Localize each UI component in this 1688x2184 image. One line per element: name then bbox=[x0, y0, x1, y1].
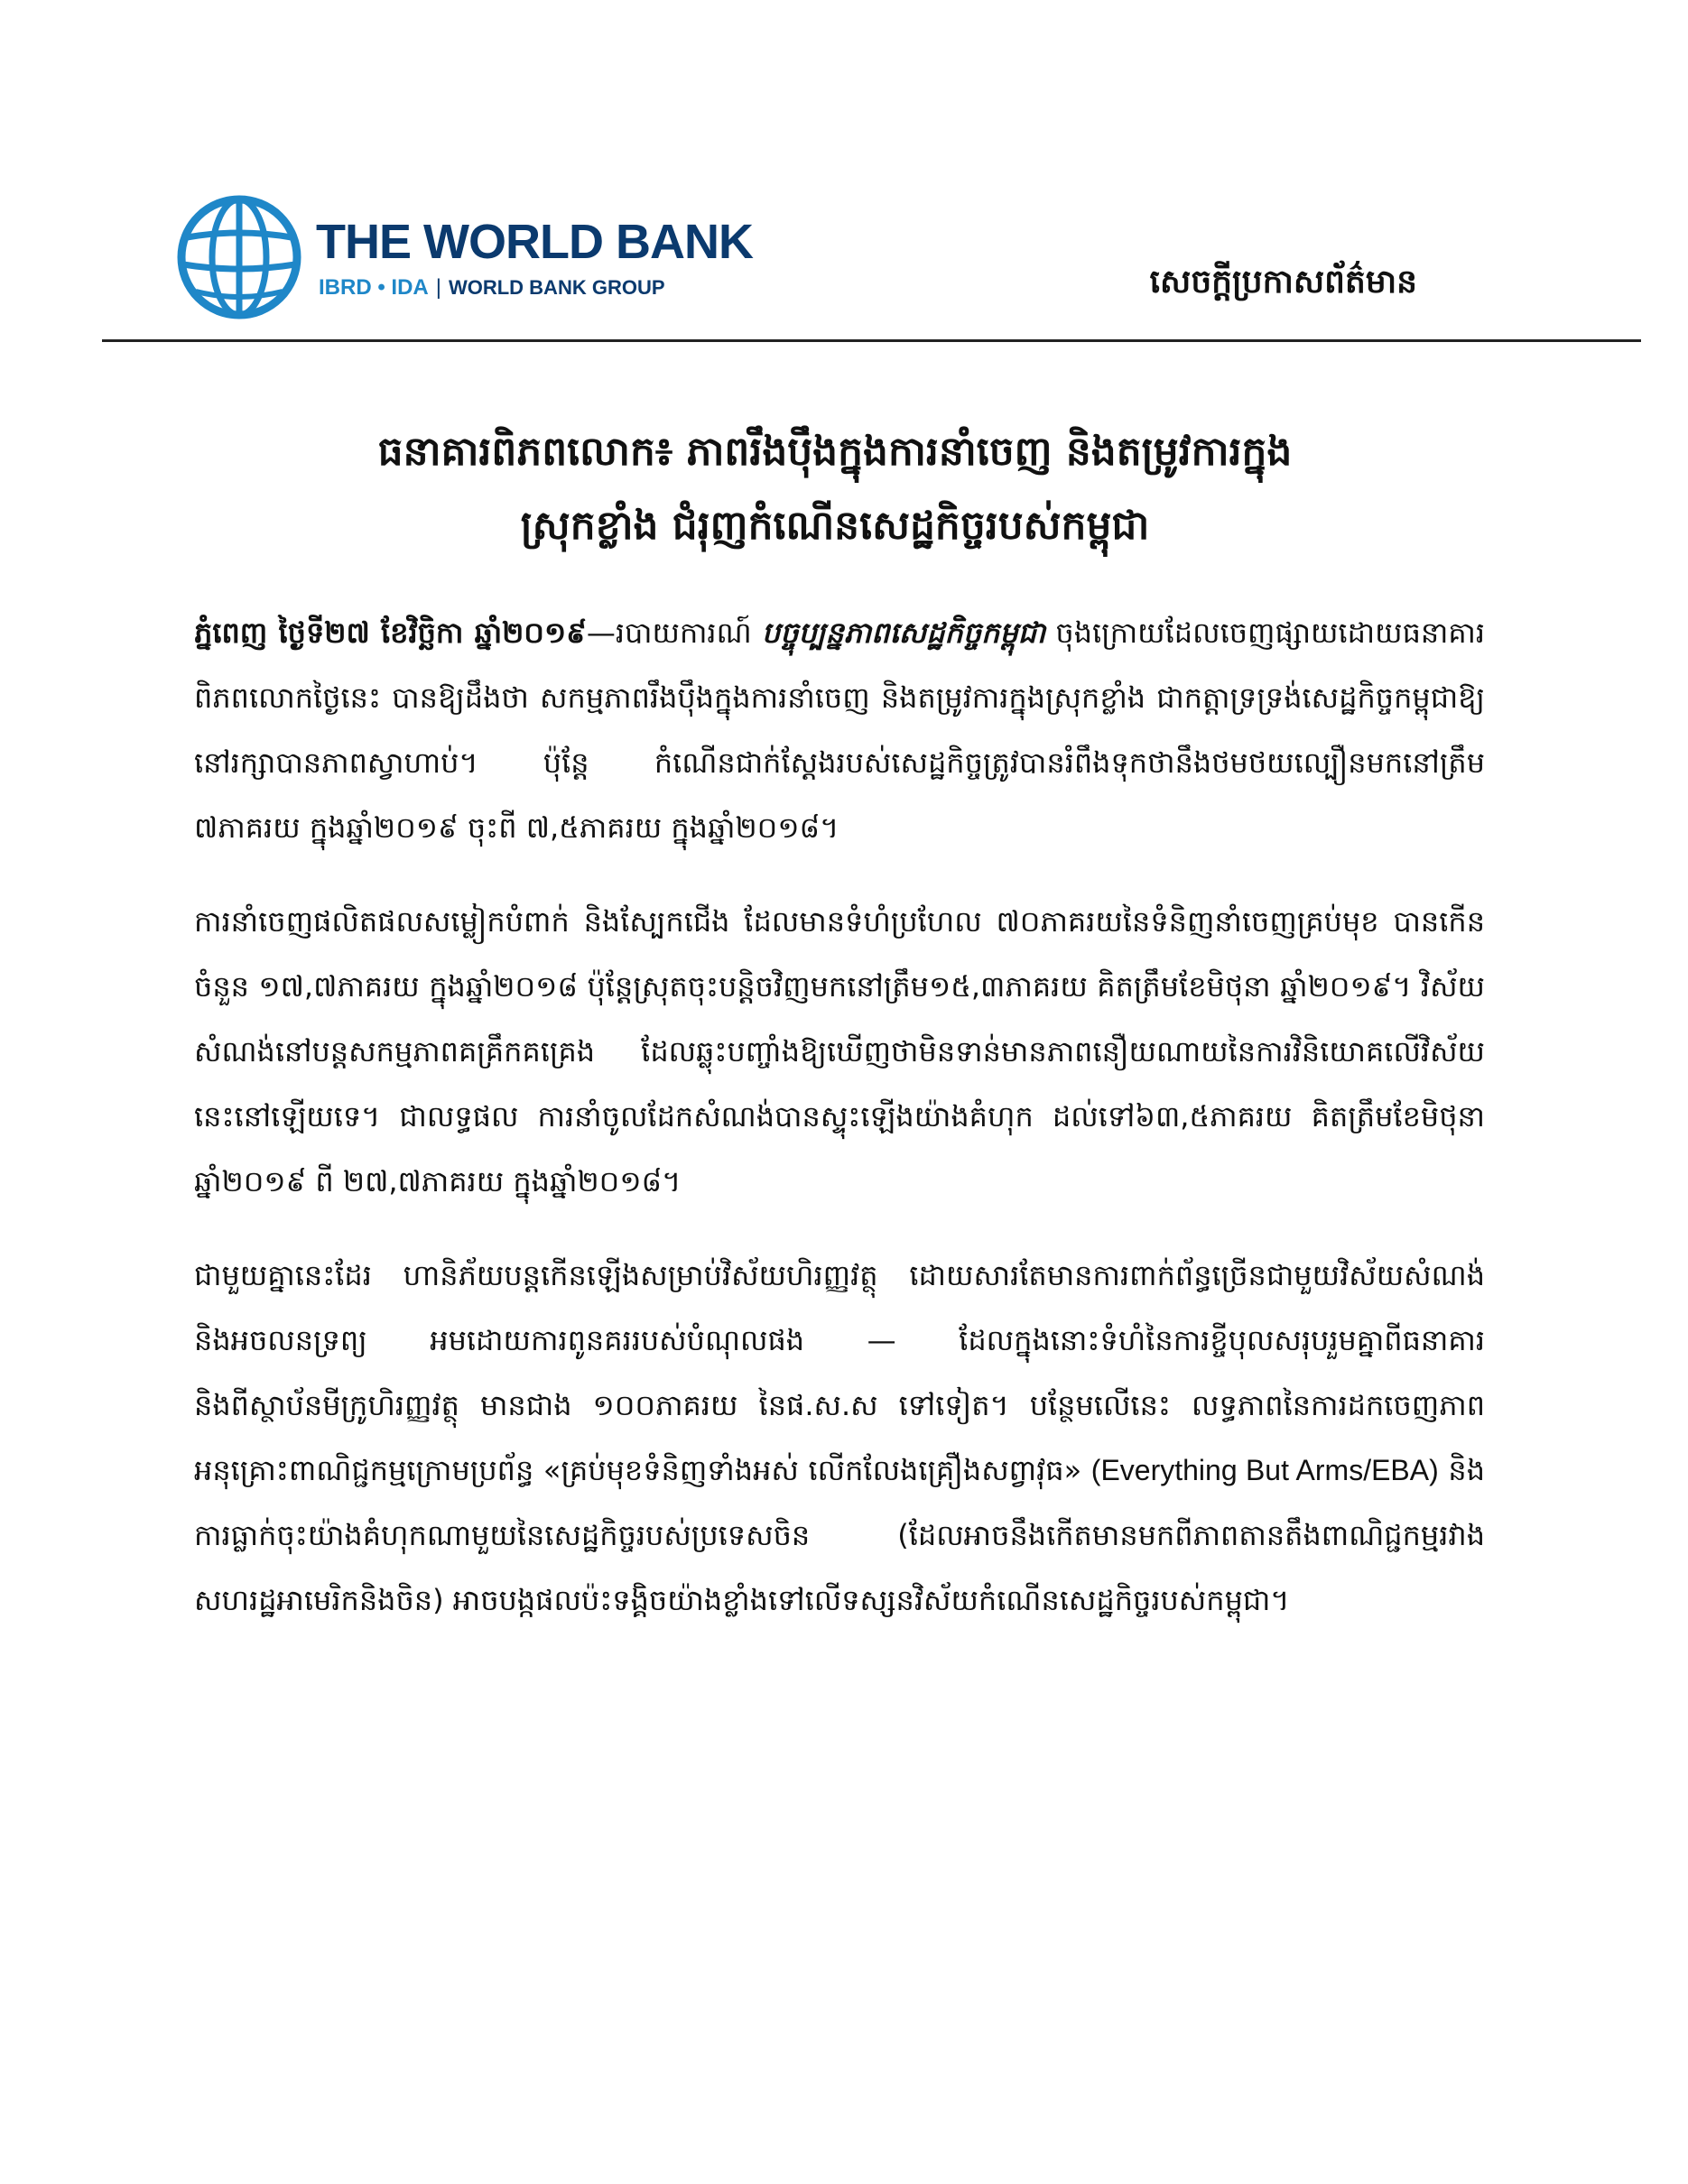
title-line-1: ធនាគារពិភពលោក៖ ភាពរឹងប៉ឹងក្នុងការនាំចេញ និងតម្រូវការក្នុង bbox=[377, 429, 1293, 475]
paragraph-3-text-b: និងការធ្លាក់ចុះយ៉ាងគំហុកណាមួយនៃសេដ្ឋកិច្ចរបស់ប្រទេសចិន (ដែលអាចនឹងកើតមានមកពីភាពតានតឹងពាណិជ្ជកម្មរវាងសហរដ្ឋអាមេរិកនិងចិន) អាចបង្កផលប៉ះទង្គិចយ៉ាងខ្លាំងទៅលើទស្សនវិស័យកំណើនសេដ្ឋកិច្ចរបស់កម្ពុជា។ bbox=[194, 1453, 1486, 1617]
world-bank-logo bbox=[176, 190, 808, 325]
globe-icon bbox=[176, 194, 302, 320]
logo-group: WORLD BANK GROUP bbox=[448, 276, 665, 299]
paragraph-3-text-a: ជាមួយគ្នានេះដែរ ហានិភ័យបន្តកើនឡើងសម្រាប់វិស័យហិរញ្ញវត្ថុ ដោយសារតែមានការពាក់ព័ន្ធច្រើនជាមួយវិស័យសំណង់ និងអចលនទ្រព្យ អមដោយការពូនគររបស់បំណុលផង — ដែលក្នុងនោះទំហំនៃការខ្ចីបុលសរុបរួមគ្នាពីធនាគារ និងពីស្ថាប័នមីក្រូហិរញ្ញវត្ថុ មានជាង ១០០ភាគរយ នៃផ.ស.ស ទៅទៀត។ បន្ថែមលើនេះ លទ្ធភាពនៃការដកចេញភាពអនុគ្រោះពាណិជ្ជកម្មក្រោមប្រព័ន្ធ «គ្រប់មុខទំនិញទាំងអស់ លើកលែងគ្រឿងសព្វាវុធ» bbox=[194, 1258, 1485, 1487]
document-type: សេចក្តីប្រកាសព័ត៌មាន bbox=[1149, 264, 1417, 301]
em-dash: — bbox=[586, 615, 616, 650]
paragraph-3 bbox=[194, 1243, 1485, 1633]
paragraph-1 bbox=[194, 600, 1485, 860]
title-line-2: ស្រុកខ្លាំង ជំរុញកំណើនសេដ្ឋកិច្ចរបស់កម្ពុជា bbox=[520, 503, 1150, 549]
eba-term: (Everything But Arms/EBA) bbox=[1090, 1454, 1439, 1486]
paragraph-1-lead: របាយការណ៍ bbox=[615, 615, 762, 650]
press-release-body bbox=[194, 600, 1485, 1661]
logo-subtitle bbox=[319, 274, 665, 301]
paragraph-1-text: ចុងក្រោយដែលចេញផ្សាយដោយធនាគារពិភពលោកថ្ងៃនេះ បានឱ្យដឹងថា សកម្មភាពរឹងប៉ឹងក្នុងការនាំចេញ និងតម្រូវការក្នុងស្រុកខ្លាំង ជាកត្តាទ្រទ្រង់សេដ្ឋកិច្ចកម្ពុជាឱ្យនៅរក្សាបានភាពស្វាហាប់។ ប៉ុន្តែ កំណើនជាក់ស្តែងរបស់សេដ្ឋកិច្ចត្រូវបានរំពឹងទុកថានឹងថមថយល្បឿនមកនៅត្រឹម ៧ភាគរយ ក្នុងឆ្នាំ២០១៩ ចុះពី ៧,៥ភាគរយ ក្នុងឆ្នាំ២០១៨។ bbox=[194, 615, 1486, 845]
page-header bbox=[176, 190, 1417, 325]
report-title: បច្ចុប្បន្នភាពសេដ្ឋកិច្ចកម្ពុជា bbox=[761, 615, 1046, 650]
header-divider bbox=[102, 339, 1641, 342]
dateline: ភ្នំពេញ ថ្ងៃទី២៧ ខែវិច្ឆិកា ឆ្នាំ២០១៩ bbox=[194, 615, 587, 650]
logo-wordmark: THE WORLD BANK bbox=[316, 215, 753, 269]
logo-separator: | bbox=[435, 275, 441, 300]
press-release-title bbox=[176, 415, 1494, 563]
logo-ibrd-ida: IBRD • IDA bbox=[319, 275, 429, 300]
paragraph-2: ការនាំចេញផលិតផលសម្លៀកបំពាក់ និងស្បែកជើង ដែលមានទំហំប្រហែល ៧០ភាគរយនៃទំនិញនាំចេញគ្រប់មុខ បានកើនចំនួន ១៧,៧ភាគរយ ក្នុងឆ្នាំ២០១៨ ប៉ុន្តែស្រុតចុះបន្តិចវិញមកនៅត្រឹម១៥,៣ភាគរយ គិតត្រឹមខែមិថុនា ឆ្នាំ២០១៩។ វិស័យសំណង់នៅបន្តសកម្មភាពគគ្រឹកគគ្រេង ដែលឆ្លុះបញ្ចាំងឱ្យឃើញថាមិនទាន់មានភាពនឿយណាយនៃការវិនិយោគលើវិស័យនេះនៅឡើយទេ។ ជាលទ្ធផល ការនាំចូលដែកសំណង់បានស្ទុះឡើងយ៉ាងគំហុក ដល់ទៅ៦៣,៥ភាគរយ គិតត្រឹមខែមិថុនា ឆ្នាំ២០១៩ ពី ២៧,៧ភាគរយ ក្នុងឆ្នាំ២០១៨។ bbox=[194, 904, 1485, 1198]
